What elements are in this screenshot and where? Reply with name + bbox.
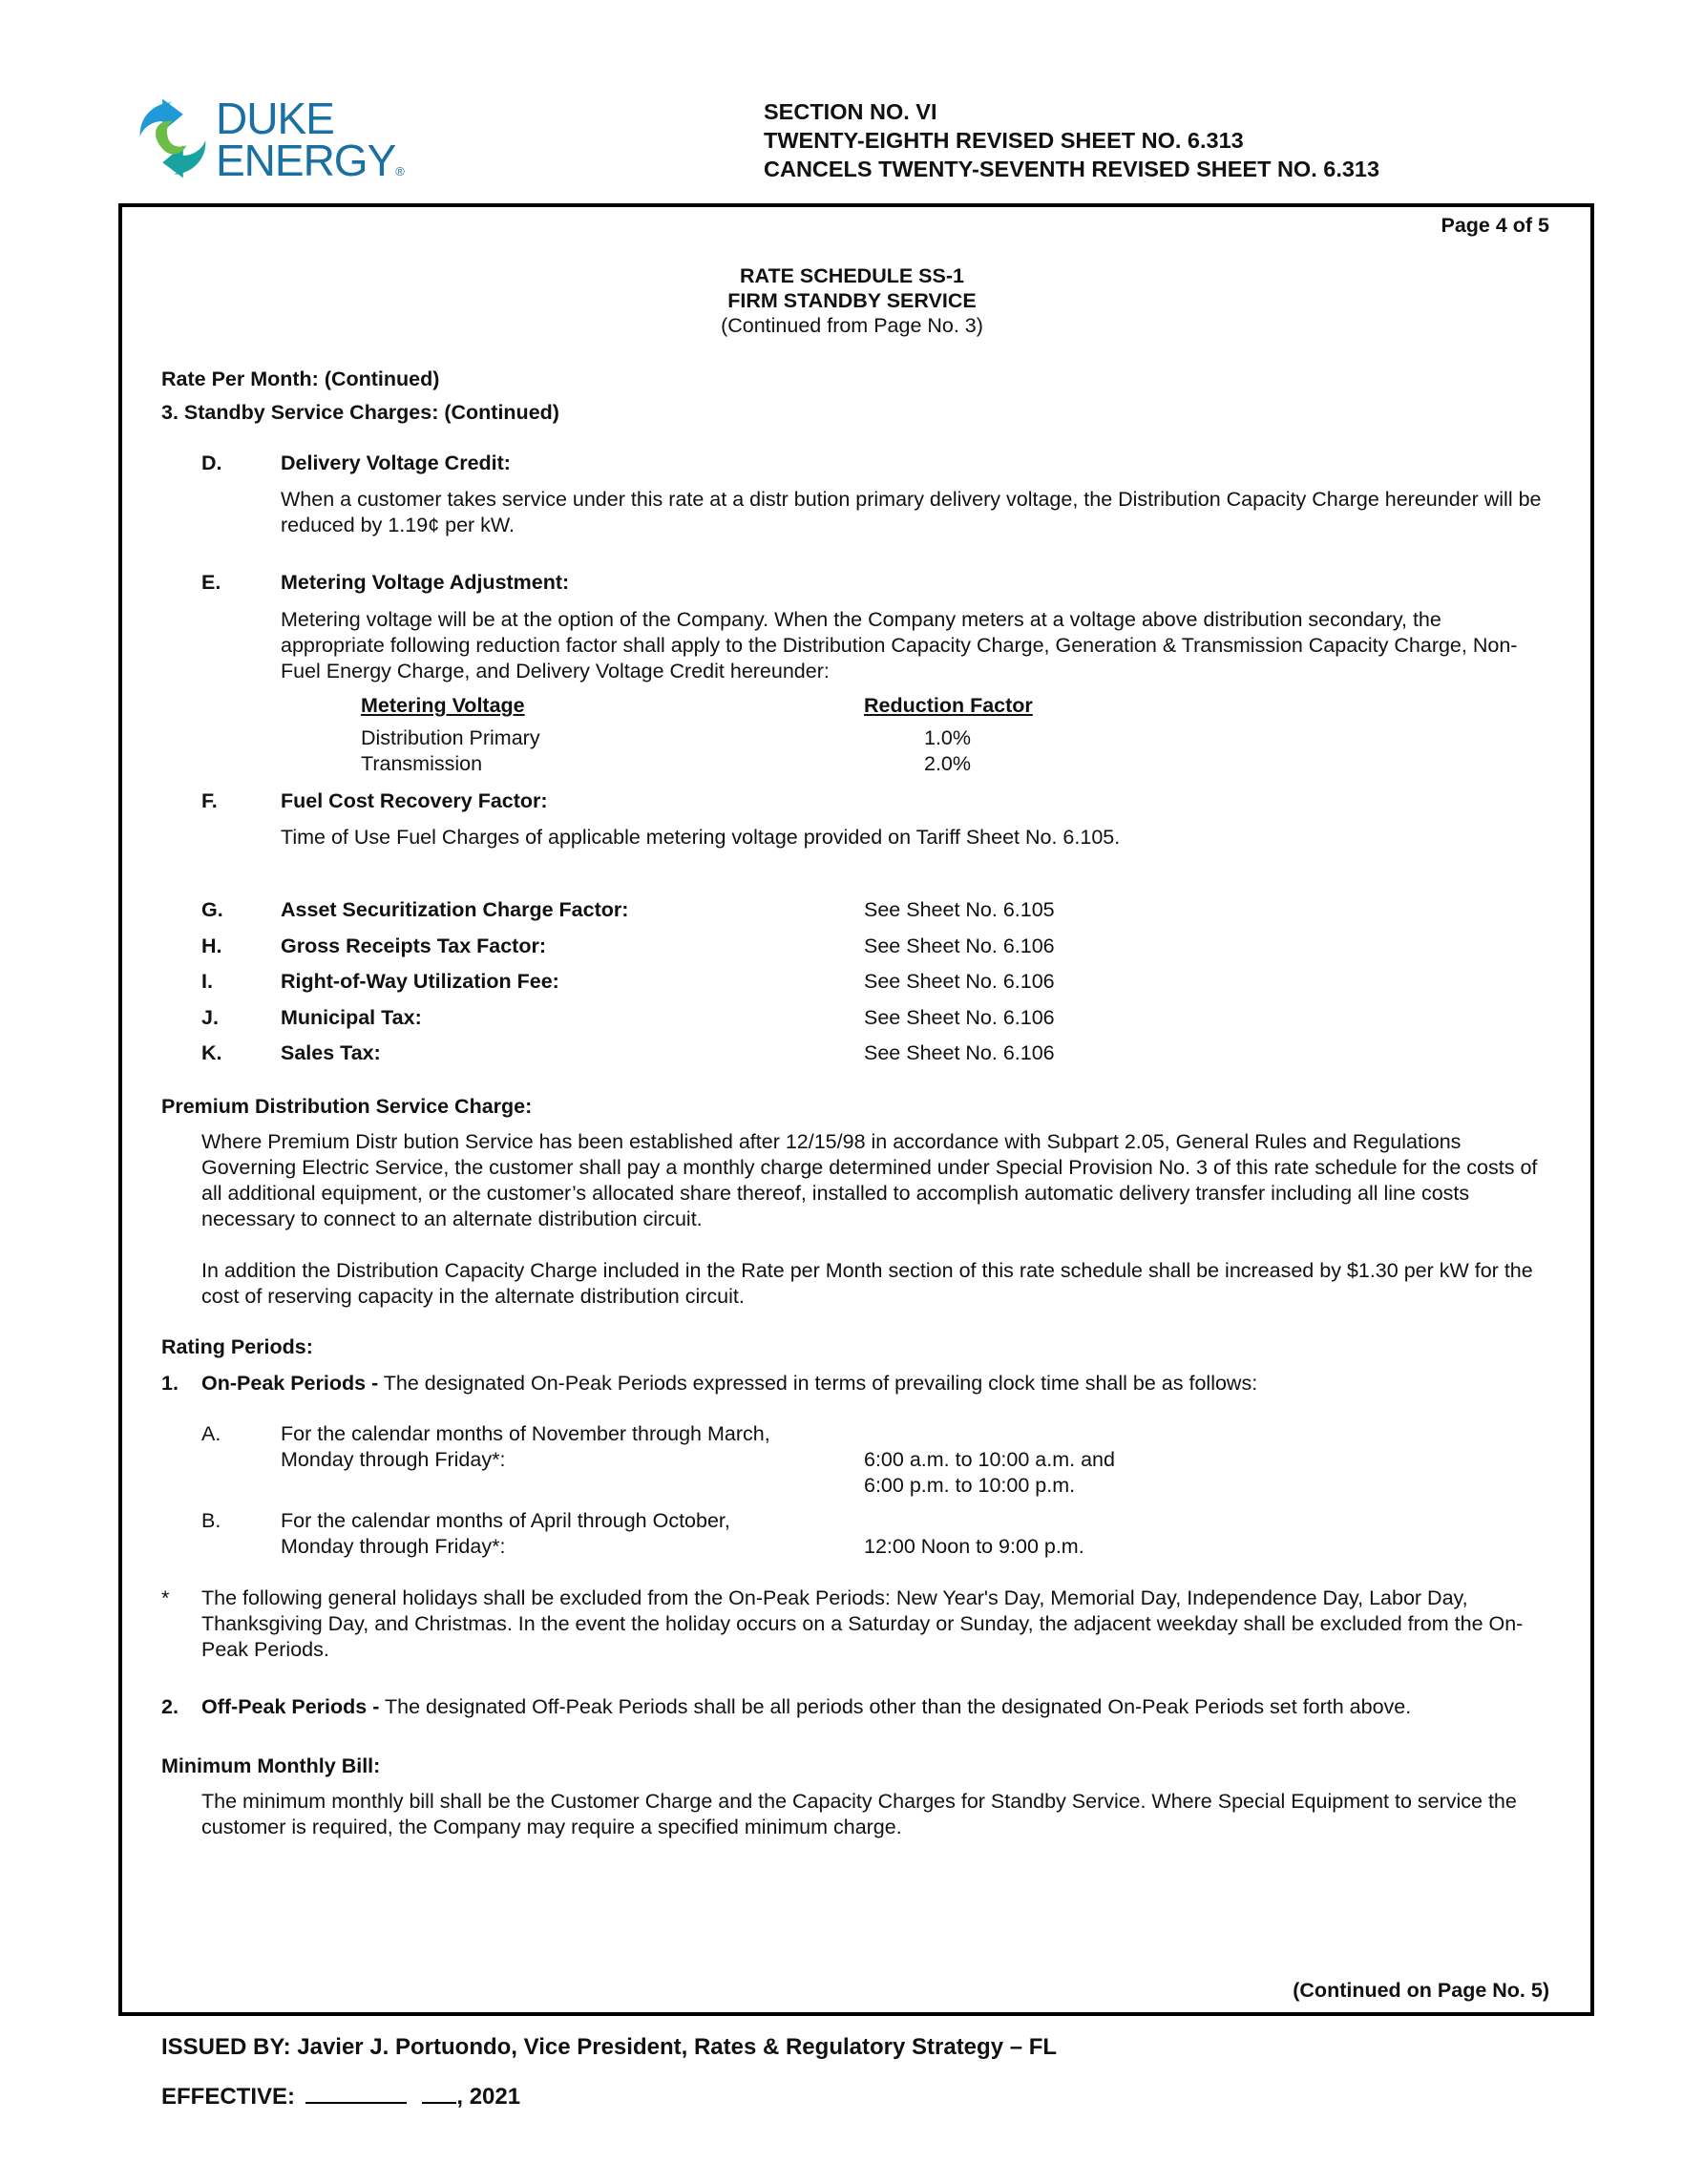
item-letter-d: D. — [201, 452, 222, 474]
effective-day-blank — [422, 2081, 456, 2104]
factor-value-municipal-tax: See Sheet No. 6.106 — [864, 1006, 1055, 1029]
item-letter-j: J. — [201, 1006, 219, 1029]
schedule-title — [0, 263, 1704, 338]
off-peak-number: 2. — [161, 1695, 179, 1718]
holiday-footnote-text: The following general holidays shall be excluded from the On-Peak Periods: New Year's Day, Memorial Day, Independence Day, Labor Day, Thanksgiving Day, and Christmas. In the event the holiday occurs on a Saturday or Sunday, the adjacent weekday shall be excluded from the On-Peak Periods. — [201, 1586, 1524, 1661]
continued-from: (Continued from Page No. 3) — [721, 314, 983, 337]
item-letter-h: H. — [201, 934, 222, 957]
factor-label-right-of-way: Right-of-Way Utilization Fee: — [281, 970, 559, 993]
section-number: SECTION NO. VI — [764, 99, 937, 124]
holiday-footnote-marker: * — [161, 1586, 170, 1609]
continued-on-next-page: (Continued on Page No. 5) — [1293, 1979, 1549, 2002]
item-letter-f: F. — [201, 789, 218, 812]
factor-label-municipal-tax: Municipal Tax: — [281, 1006, 422, 1029]
metering-voltage-adjustment-heading: Metering Voltage Adjustment: — [281, 571, 570, 594]
delivery-voltage-credit-heading: Delivery Voltage Credit: — [281, 452, 511, 474]
factor-value-right-of-way: See Sheet No. 6.106 — [864, 970, 1055, 993]
item-letter-k: K. — [201, 1041, 222, 1064]
off-peak-line — [201, 1694, 1411, 1720]
period-a-time-morning: 6:00 a.m. to 10:00 a.m. and — [864, 1448, 1115, 1471]
metering-voltage-row-1: Distribution Primary — [361, 726, 540, 749]
factor-label-asset-securitization: Asset Securitization Charge Factor: — [281, 898, 629, 921]
premium-distribution-paragraph-2: In addition the Distribution Capacity Charge included in the Rate per Month section of this rate schedule shall be increased by $1.30 per kW for the cost of reserving capacity in the alternate distribution circuit. — [201, 1259, 1533, 1308]
reduction-factor-row-2: 2.0% — [924, 752, 972, 775]
off-peak-label: Off-Peak Periods - — [201, 1695, 380, 1718]
effective-date — [161, 2081, 520, 2110]
factor-label-gross-receipts: Gross Receipts Tax Factor: — [281, 934, 546, 957]
on-peak-text: The designated On-Peak Periods expressed in terms of prevailing clock time shall be as follows: — [378, 1372, 1258, 1395]
period-a-days: Monday through Friday*: — [281, 1448, 506, 1471]
period-letter-b: B. — [201, 1509, 221, 1532]
registered-mark: ® — [395, 164, 404, 178]
on-peak-number: 1. — [161, 1372, 179, 1395]
effective-year: , 2021 — [456, 2084, 521, 2110]
effective-month-blank — [305, 2081, 407, 2104]
period-a-months: For the calendar months of November through March, — [281, 1422, 770, 1445]
metering-voltage-row-2: Transmission — [361, 752, 483, 775]
revised-sheet: TWENTY-EIGHTH REVISED SHEET NO. 6.313 — [764, 128, 1244, 153]
item-letter-g: G. — [201, 898, 223, 921]
factor-value-gross-receipts: See Sheet No. 6.106 — [864, 934, 1055, 957]
minimum-bill-heading: Minimum Monthly Bill: — [161, 1754, 381, 1777]
factor-value-sales-tax: See Sheet No. 6.106 — [864, 1041, 1055, 1064]
schedule-name: RATE SCHEDULE SS-1 — [740, 264, 964, 287]
premium-distribution-paragraph-1: Where Premium Distr bution Service has been established after 12/15/98 in accordance with Subpart 2.05, General Rules and Regulations Governing Electric Service, the customer shall pay a monthly charge determined under Special Provision No. 3 of this rate schedule for the costs of all additional equipment, or the customer’s allocated share thereof, installed to accomplish automatic delivery transfer including all line costs necessary to connect to an alternate distribution circuit. — [201, 1130, 1538, 1230]
delivery-voltage-credit-text: When a customer takes service under this rate at a distr bution primary delivery voltage, the Distribution Capacity Charge hereunder will be reduced by 1.19¢ per kW. — [281, 488, 1542, 536]
effective-label: EFFECTIVE: — [161, 2084, 296, 2110]
fuel-cost-recovery-text: Time of Use Fuel Charges of applicable metering voltage provided on Tariff Sheet No. 6.105. — [281, 826, 1121, 849]
period-b-time: 12:00 Noon to 9:00 p.m. — [864, 1535, 1084, 1558]
period-letter-a: A. — [201, 1422, 221, 1445]
off-peak-text: The designated Off-Peak Periods shall be all periods other than the designated On-Peak Periods set forth above. — [379, 1695, 1412, 1718]
company-logo-text — [216, 94, 404, 193]
metering-voltage-column-header: Metering Voltage — [361, 694, 525, 717]
period-a-time-evening: 6:00 p.m. to 10:00 p.m. — [864, 1474, 1076, 1497]
factor-label-sales-tax: Sales Tax: — [281, 1041, 381, 1064]
item-letter-e: E. — [201, 571, 221, 594]
item-letter-i: I. — [201, 970, 213, 993]
rating-periods-heading: Rating Periods: — [161, 1335, 313, 1358]
premium-distribution-heading: Premium Distribution Service Charge: — [161, 1095, 533, 1118]
period-b-months: For the calendar months of April through October, — [281, 1509, 730, 1532]
logo-line-energy: ENERGY — [216, 136, 396, 185]
period-b-days: Monday through Friday*: — [281, 1535, 506, 1558]
on-peak-label: On-Peak Periods - — [201, 1372, 379, 1395]
rate-per-month-heading: Rate Per Month: (Continued) — [161, 368, 440, 390]
metering-voltage-adjustment-text: Metering voltage will be at the option of the Company. When the Company meters at a voltage above distribution secondary, the appropriate following reduction factor shall apply to the Distribution Capacity Charge, Generation & Transmission Capacity Charge, Non-Fuel Energy Charge, and Delivery Voltage Credit hereunder: — [281, 608, 1518, 682]
standby-charges-heading: 3. Standby Service Charges: (Continued) — [161, 401, 559, 424]
fuel-cost-recovery-heading: Fuel Cost Recovery Factor: — [281, 789, 548, 812]
reduction-factor-row-1: 1.0% — [924, 726, 972, 749]
reduction-factor-column-header: Reduction Factor — [864, 694, 1033, 717]
factor-value-asset-securitization: See Sheet No. 6.105 — [864, 898, 1055, 921]
duke-energy-swirl-icon — [130, 95, 216, 181]
logo-line-duke: DUKE — [216, 94, 334, 143]
page-number: Page 4 of 5 — [1441, 214, 1549, 237]
issued-by: ISSUED BY: Javier J. Portuondo, Vice President, Rates & Regulatory Strategy – FL — [161, 2034, 1058, 2060]
on-peak-line — [201, 1371, 1257, 1396]
minimum-bill-text: The minimum monthly bill shall be the Customer Charge and the Capacity Charges for Standby Service. Where Special Equipment to service the customer is required, the Company may require a specified minimum charge. — [201, 1790, 1517, 1838]
service-name: FIRM STANDBY SERVICE — [727, 289, 977, 312]
cancels-sheet: CANCELS TWENTY-SEVENTH REVISED SHEET NO. 6.313 — [764, 157, 1380, 181]
